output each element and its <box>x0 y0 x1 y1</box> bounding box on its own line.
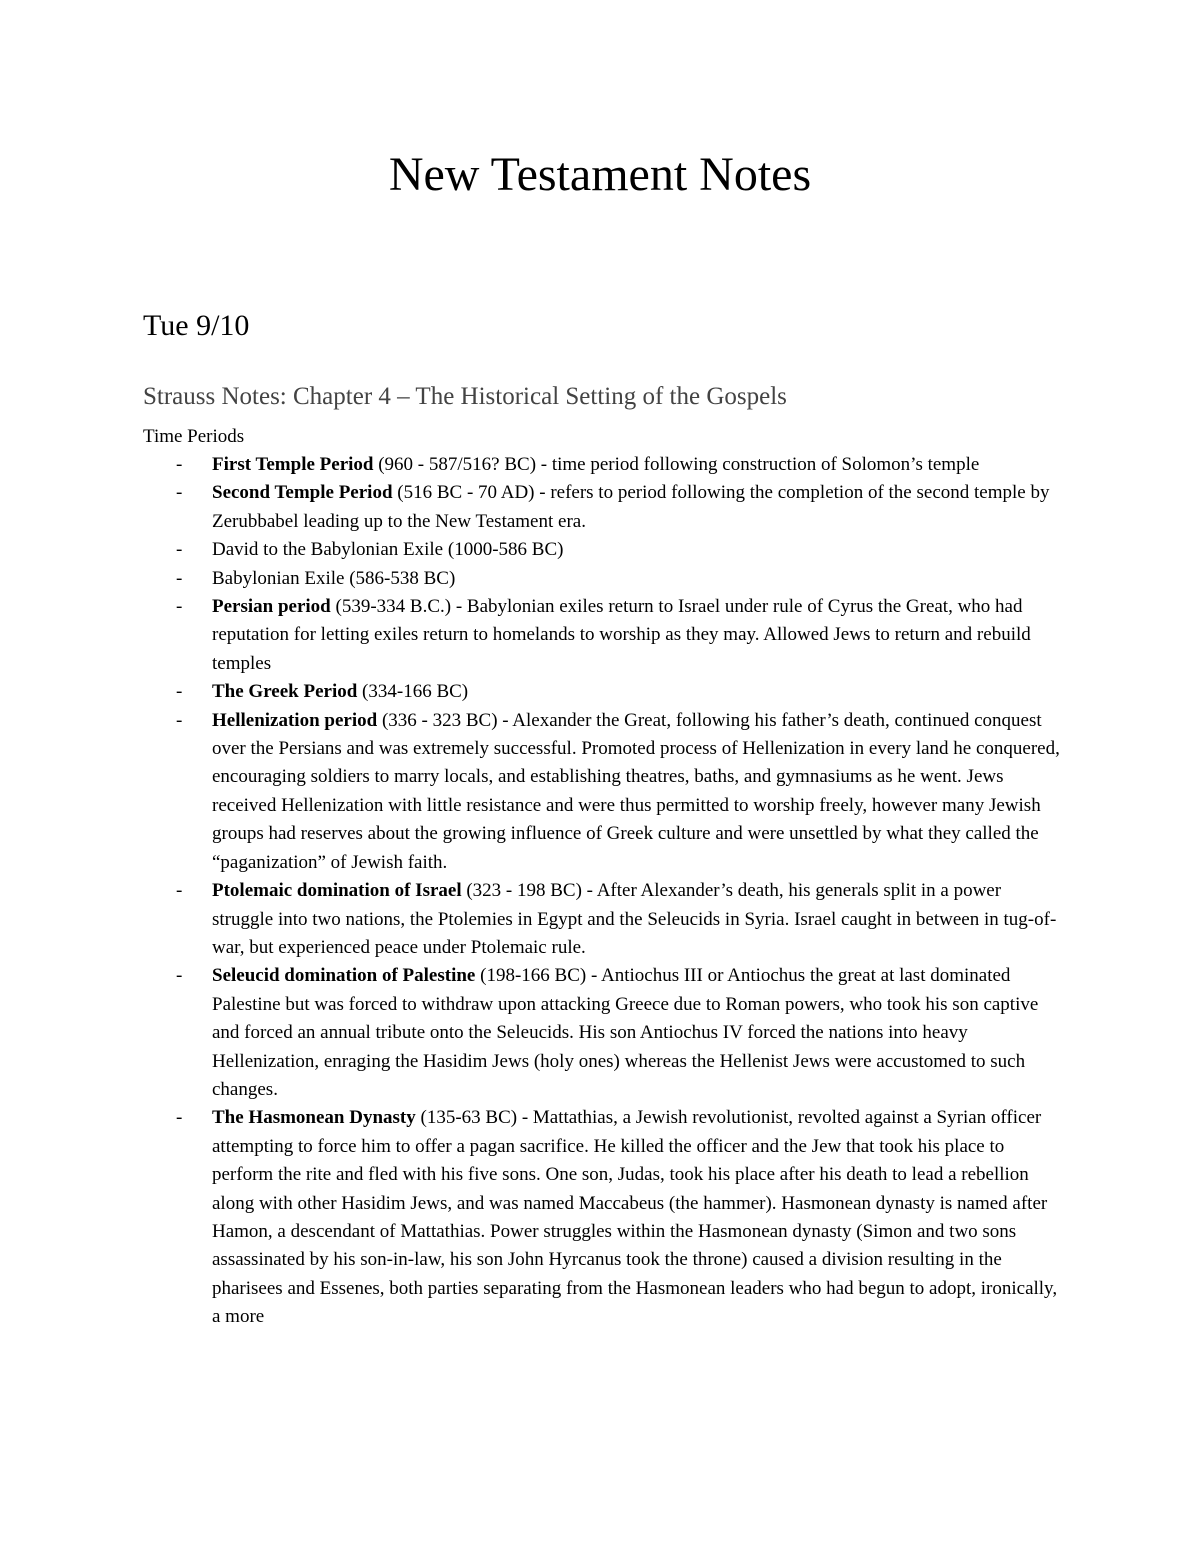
date-heading: Tue 9/10 <box>143 309 250 342</box>
bullet-dash: - <box>176 539 183 561</box>
period-name: The Greek Period <box>212 681 358 703</box>
bullet-dash: - <box>176 596 183 618</box>
list-item <box>143 451 1063 479</box>
bullet-dash: - <box>176 681 183 703</box>
bullet-dash: - <box>176 965 183 987</box>
list-item <box>143 593 1063 678</box>
list-item <box>143 1104 1063 1331</box>
period-description: (198-166 BC) - Antiochus III or Antiochus the great at last dominated Palestine but was forced to withdraw upon attacking Greece due to Roman powers, who took his son captive and forced an annual tribute onto the Seleucids. His son Antiochus IV forced the nations into heavy Hellenization, enraging the Hasidim Jews (holy ones) whereas the Hellenist Jews were accustomed to such changes. <box>212 965 1039 1100</box>
period-description: (960 - 587/516? BC) - time period following construction of Solomon’s temple <box>373 454 980 475</box>
list-item <box>143 536 1063 564</box>
period-name: Second Temple Period <box>212 482 393 504</box>
period-name: Hellenization period <box>212 709 378 731</box>
document-title: New Testament Notes <box>388 148 812 201</box>
list-item <box>143 962 1063 1104</box>
list-item <box>143 479 1063 536</box>
period-name: The Hasmonean Dynasty <box>212 1107 416 1129</box>
period-description: (336 - 323 BC) - Alexander the Great, following his father’s death, continued conquest over the Persians and was extremely successful. Promoted process of Hellenization in every land he conquered, encouraging soldiers to marry locals, and establishing theatres, baths, and gymnasiums as he went. Jews received Hellenization with little resistance and were thus permitted to worship freely, however many Jewish groups had reserves about the growing influence of Greek culture and were unsettled by what they called the “paganization” of Jewish faith. <box>212 709 1060 873</box>
period-description: (135-63 BC) - Mattathias, a Jewish revolutionist, revolted against a Syrian officer attempting to force him to offer a pagan sacrifice. He killed the officer and the Jew that took his place to perform the rite and fled with his five sons. One son, Judas, took his place after his death to lead a rebellion along with other Hasidim Jews, and was named Maccabeus (the hammer). Hasmonean dynasty is named after Hamon, a descendant of Mattathias. Power struggles within the Hasmonean dynasty (Simon and two sons assassinated by his son-in-law, his son John Hyrcanus took the throne) caused a division resulting in the pharisees and Essenes, both parties separating from the Hasmonean leaders who had begun to adopt, ironically, a more <box>212 1107 1058 1328</box>
period-description: (539-334 B.C.) - Babylonian exiles return to Israel under rule of Cyrus the Great, who had reputation for letting exiles return to homelands to worship as they may. Allowed Jews to return and rebuild temples <box>212 596 1031 674</box>
period-description: (516 BC - 70 AD) - refers to period following the completion of the second temple by Zerubbabel leading up to the New Testament era. <box>212 482 1050 532</box>
list-item <box>143 707 1063 877</box>
list-item <box>143 565 1063 593</box>
period-name: Persian period <box>212 596 331 618</box>
period-description: Babylonian Exile (586-538 BC) <box>212 567 456 589</box>
period-name: Ptolemaic domination of Israel <box>212 880 462 902</box>
subheading-time-periods: Time Periods <box>143 426 245 447</box>
period-description: (334-166 BC) <box>357 681 469 703</box>
section-heading: Strauss Notes: Chapter 4 – The Historical Setting of the Gospels <box>143 383 787 410</box>
period-name: First Temple Period <box>212 454 374 475</box>
period-description: David to the Babylonian Exile (1000-586 BC) <box>212 539 564 561</box>
bullet-dash: - <box>176 482 183 504</box>
bullet-dash: - <box>176 1107 183 1129</box>
bullet-dash: - <box>176 454 183 475</box>
list-item <box>143 678 1063 706</box>
bullet-dash: - <box>176 709 183 731</box>
bullet-dash: - <box>176 567 183 589</box>
bullet-dash: - <box>176 880 183 902</box>
list-item <box>143 877 1063 962</box>
period-name: Seleucid domination of Palestine <box>212 965 476 987</box>
time-periods-list <box>143 451 1063 1332</box>
period-description: (323 - 198 BC) - After Alexander’s death, his generals split in a power struggle into two nations, the Ptolemies in Egypt and the Seleucids in Syria. Israel caught in between in tug-of-war, but experienced peace under Ptolemaic rule. <box>212 880 1057 958</box>
